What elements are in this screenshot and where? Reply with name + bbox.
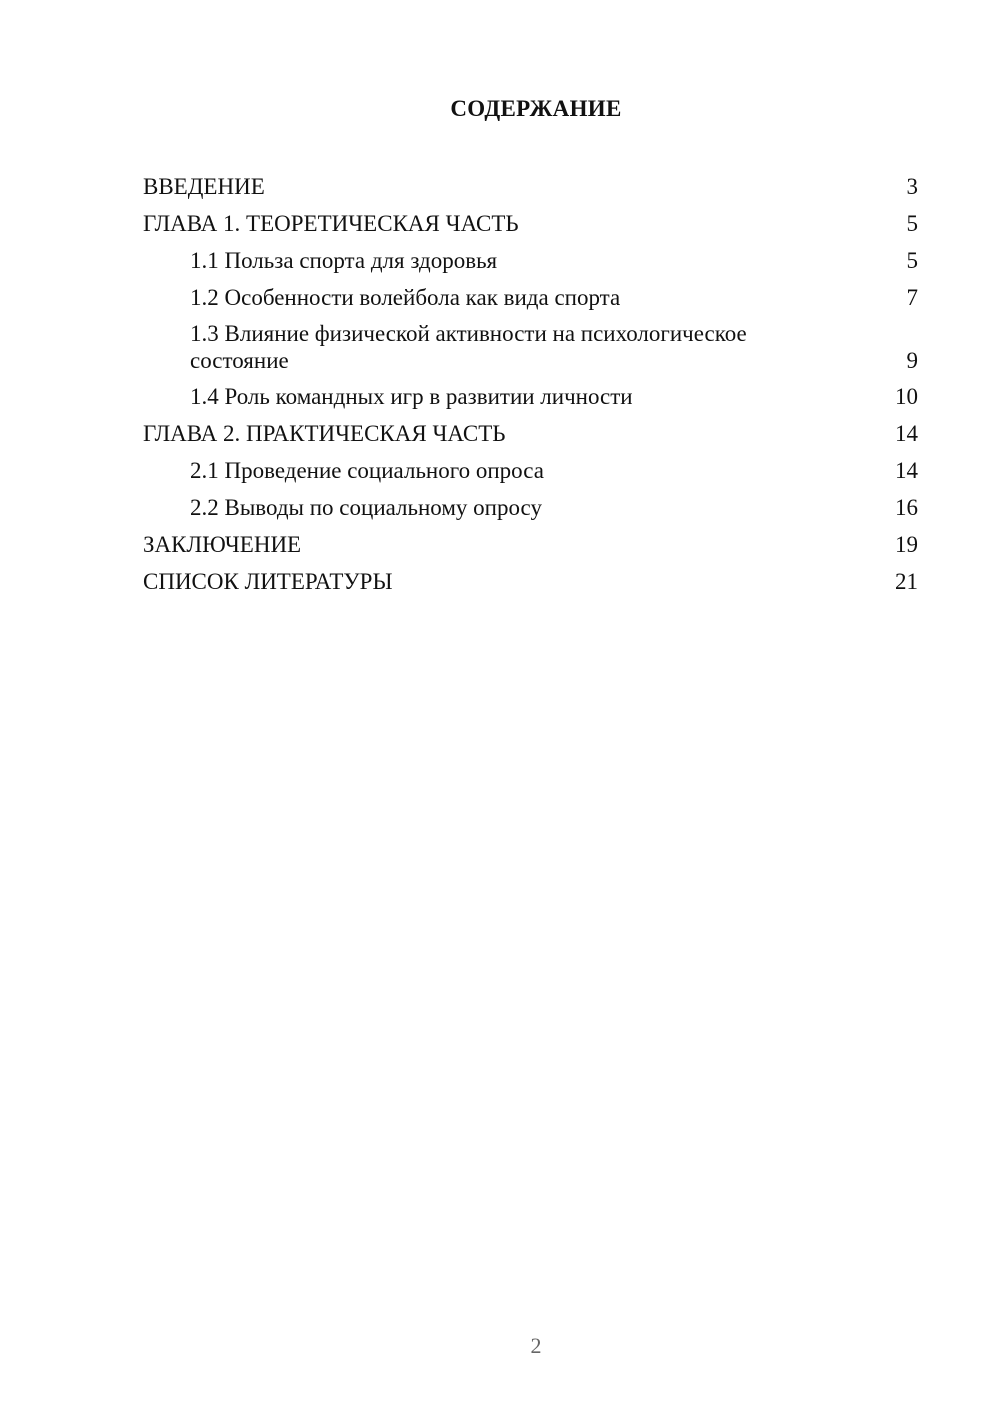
toc-entry-label: 1.4 Роль командных игр в развитии личности bbox=[190, 384, 633, 409]
toc-entry-label: 1.1 Польза спорта для здоровья bbox=[190, 248, 498, 273]
toc-entry-section-1-4[interactable] bbox=[143, 378, 918, 415]
toc-entry-label: СПИСОК ЛИТЕРАТУРЫ bbox=[143, 569, 393, 594]
toc-entry-section-1-1[interactable] bbox=[143, 242, 918, 279]
toc-entry-section-1-3[interactable] bbox=[143, 316, 918, 378]
page-number: 2 bbox=[530, 1333, 542, 1358]
toc-entry-chapter-2[interactable] bbox=[143, 415, 918, 452]
toc-entry-page: 19 bbox=[895, 532, 918, 557]
toc-entry-conclusion[interactable] bbox=[143, 526, 918, 563]
toc-entry-section-1-2[interactable] bbox=[143, 279, 918, 316]
toc-entry-section-2-1[interactable] bbox=[143, 452, 918, 489]
toc-entry-page: 14 bbox=[895, 458, 918, 483]
toc-entry-chapter-1[interactable] bbox=[143, 205, 918, 242]
toc-entry-bibliography[interactable] bbox=[143, 563, 918, 600]
toc-entry-page: 10 bbox=[895, 384, 918, 409]
page-title: СОДЕРЖАНИЕ bbox=[450, 96, 622, 121]
toc-entry-label: ГЛАВА 2. ПРАКТИЧЕСКАЯ ЧАСТЬ bbox=[143, 421, 506, 446]
toc-entry-section-2-2[interactable] bbox=[143, 489, 918, 526]
toc-entry-page: 5 bbox=[906, 211, 918, 236]
toc-entry-page: 9 bbox=[906, 348, 918, 373]
toc-entry-label: ЗАКЛЮЧЕНИЕ bbox=[143, 532, 302, 557]
toc-entry-page: 5 bbox=[906, 248, 918, 273]
toc-entry-page: 21 bbox=[895, 569, 918, 594]
toc-entry-label: ВВЕДЕНИЕ bbox=[143, 174, 265, 199]
toc-entry-label: ГЛАВА 1. ТЕОРЕТИЧЕСКАЯ ЧАСТЬ bbox=[143, 211, 519, 236]
toc-entry-label: 1.2 Особенности волейбола как вида спорта bbox=[190, 285, 621, 310]
toc-entry-page: 3 bbox=[906, 174, 918, 199]
toc-entry-page: 16 bbox=[895, 495, 918, 520]
toc-entry-label: 1.3 Влияние физической активности на психологическое состояние bbox=[190, 321, 747, 373]
toc-entry-page: 14 bbox=[895, 421, 918, 446]
table-of-contents bbox=[143, 168, 918, 600]
toc-entry-introduction[interactable] bbox=[143, 168, 918, 205]
toc-entry-label: 2.1 Проведение социального опроса bbox=[190, 458, 544, 483]
toc-entry-label: 2.2 Выводы по социальному опросу bbox=[190, 495, 542, 520]
toc-entry-page: 7 bbox=[906, 285, 918, 310]
